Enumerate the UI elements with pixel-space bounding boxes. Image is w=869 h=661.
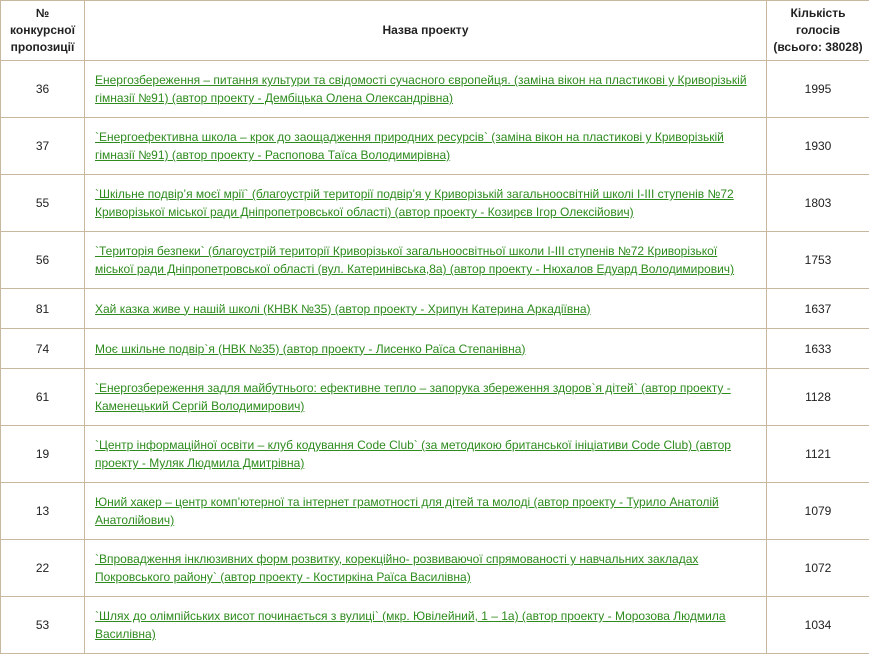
row-number: 74 [1, 329, 85, 369]
table-row [1, 597, 869, 654]
row-votes: 1753 [767, 232, 869, 289]
project-link[interactable]: `Шлях до олімпійських висот починається з вулиці` (мкр. Ювілейний, 1 – 1а) (автор проекту - Морозова Людмила Василівна) [95, 609, 726, 641]
table-row [1, 540, 869, 597]
row-votes: 1803 [767, 175, 869, 232]
table-row [1, 118, 869, 175]
table-row [1, 426, 869, 483]
project-link[interactable]: Юний хакер – центр комп’ютерної та інтернет грамотності для дітей та молоді (автор проекту - Турило Анатолій Анатолійович) [95, 495, 719, 527]
row-number: 37 [1, 118, 85, 175]
table-row [1, 329, 869, 369]
project-link[interactable]: `Шкільне подвір’я моєї мрії` (благоустрій території подвір’я у Криворізькій загальноосвітній школі І-ІІІ ступенів №72 Криворізької міської ради Дніпропетровської області) (автор проекту - Козирєв Ігор Олексійович) [95, 187, 734, 219]
header-votes: Кількість голосів (всього: 38028) [767, 1, 869, 61]
project-link[interactable]: Енергозбереження – питання культури та свідомості сучасного європейця. (заміна вікон на пластикові у Криворізькій гімназії №91) (автор проекту - Дембіцька Олена Олександрівна) [95, 73, 747, 105]
row-number: 36 [1, 61, 85, 118]
project-link[interactable]: `Територія безпеки` (благоустрій території Криворізької загальноосвітньої школи І-ІІІ ступенів №72 Криворізької міської ради Дніпропетровської області (вул. Катеринівська,8а) (автор проекту - Нюхалов Едуард Володимирович) [95, 244, 735, 276]
row-votes: 1072 [767, 540, 869, 597]
table-row [1, 61, 869, 118]
table-header-row [1, 1, 869, 61]
header-project-name: Назва проекту [85, 1, 767, 61]
row-votes: 1034 [767, 597, 869, 654]
row-votes: 1637 [767, 289, 869, 329]
row-number: 81 [1, 289, 85, 329]
row-number: 22 [1, 540, 85, 597]
project-link[interactable]: `Енергозбереження задля майбутнього: ефективне тепло – запорука збереження здоров`я дітей` (автор проекту - Каменецький Сергій Володимирович) [95, 381, 731, 413]
row-votes: 1930 [767, 118, 869, 175]
row-number: 13 [1, 483, 85, 540]
header-number: № конкурсної пропозиції [1, 1, 85, 61]
row-number: 19 [1, 426, 85, 483]
row-votes: 1079 [767, 483, 869, 540]
row-number: 53 [1, 597, 85, 654]
row-votes: 1995 [767, 61, 869, 118]
table-row [1, 369, 869, 426]
table-row [1, 289, 869, 329]
table-row [1, 175, 869, 232]
row-votes: 1633 [767, 329, 869, 369]
project-link[interactable]: `Центр інформаційної освіти – клуб кодування Code Club` (за методикою британської ініціативи Code Club) (автор проекту - Муляк Людмила Дмитрівна) [95, 438, 731, 470]
row-number: 61 [1, 369, 85, 426]
row-number: 56 [1, 232, 85, 289]
table-row [1, 483, 869, 540]
project-link[interactable]: Хай казка живе у нашій школі (КНВК №35) (автор проекту - Хрипун Катерина Аркадіївна) [95, 301, 591, 316]
project-link[interactable]: Моє шкільне подвір`я (НВК №35) (автор проекту - Лисенко Раїса Степанівна) [95, 341, 526, 356]
row-votes: 1128 [767, 369, 869, 426]
row-number: 55 [1, 175, 85, 232]
row-votes: 1121 [767, 426, 869, 483]
project-link[interactable]: `Впровадження інклюзивних форм розвитку, корекційно- розвиваючої спрямованості у навчальних закладах Покровського району` (автор проекту - Костиркіна Раїса Василівна) [95, 552, 699, 584]
table-row [1, 232, 869, 289]
project-link[interactable]: `Енергоефективна школа – крок до заощадження природних ресурсів` (заміна вікон на пластикові у Криворізькій гімназії №91) (автор проекту - Распопова Таїса Володимирівна) [95, 130, 724, 162]
